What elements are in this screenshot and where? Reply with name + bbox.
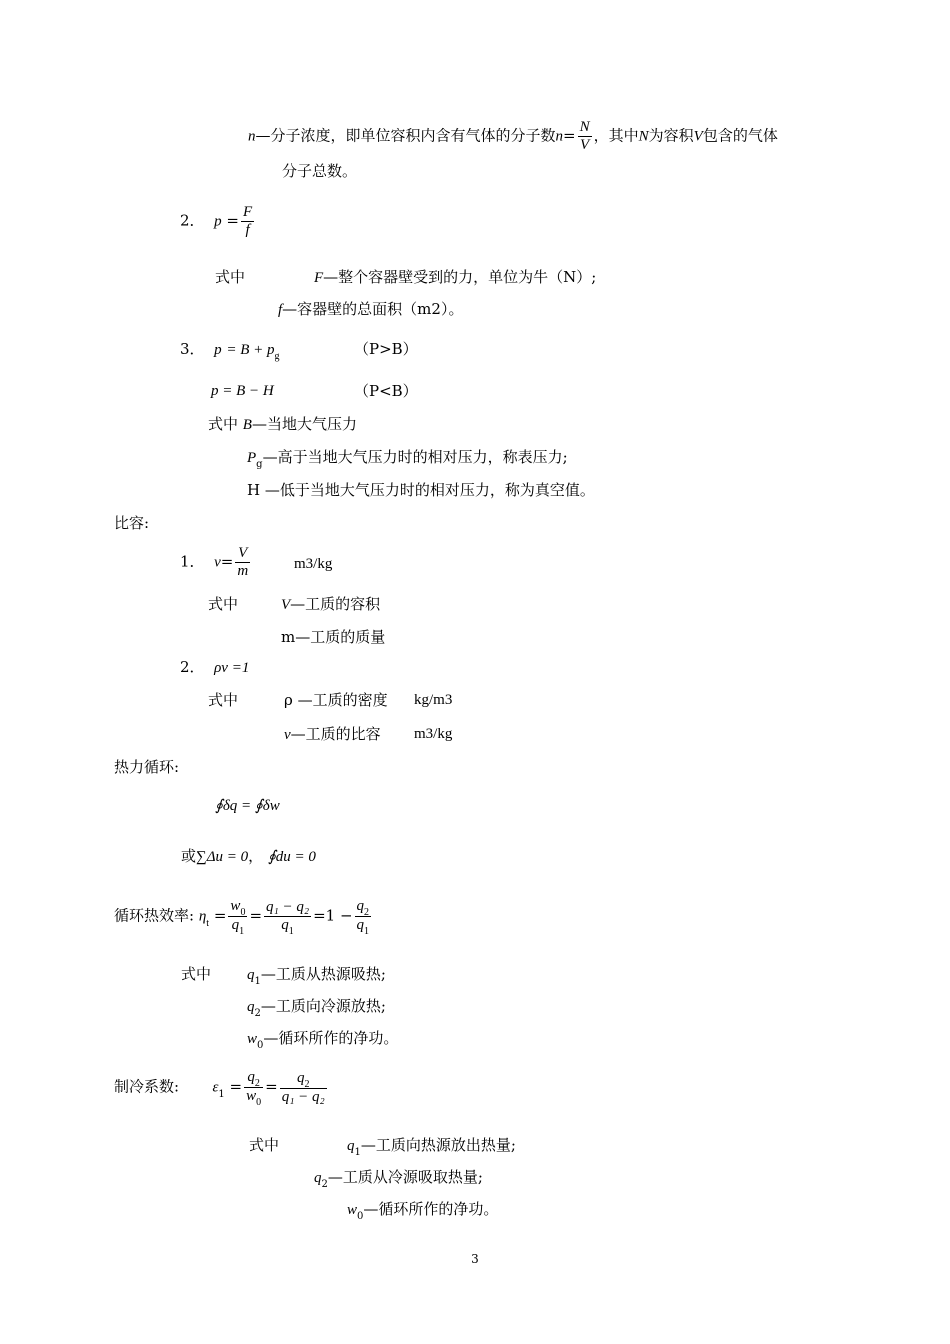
cycle-heading: 热力循环:: [114, 758, 180, 776]
V-symbol: V: [693, 128, 703, 145]
eff-n1-sub: 0: [240, 907, 246, 918]
f-symbol: f: [278, 302, 283, 318]
eff-d1: q: [231, 917, 240, 933]
specific-volume-formula-2: [180, 658, 249, 677]
eff-n3-sub: 2: [364, 907, 370, 918]
n-definition: n—分子浓度，即单位容积内含有气体的分子数n= $\frac{N}{V}$ ，其中N为容积V包含的气体: [248, 119, 778, 153]
Pg-symbol: P: [247, 450, 257, 466]
sv-f2-eq: ρv =1: [214, 660, 250, 676]
f2-denominator: f: [245, 222, 250, 238]
eff-frac2-den: [264, 917, 311, 935]
cop-w0-sub: 0: [357, 1211, 364, 1222]
B-definition: [208, 415, 357, 434]
cop-formula: 制冷系数: $\varepsilon_1$ = $\frac{q_2}{w_0}$ = $\frac{q_2}{\text{q₁ − q₂}}$: [114, 1069, 325, 1108]
cop-shizhong: 式中: [249, 1136, 280, 1154]
eff-fraction-2: [264, 899, 311, 935]
V-definition: [281, 595, 380, 614]
eff-d3-sub: 1: [364, 926, 370, 937]
cop-label: 制冷系数:: [114, 1077, 180, 1096]
rho-definition: ρ —工质的密度: [284, 691, 388, 709]
V-def-symbol: V: [281, 597, 291, 613]
f2-lhs: p: [214, 213, 222, 230]
eff-w0: w: [247, 1031, 258, 1047]
v-definition: [284, 725, 381, 744]
cop-d1-sub: 0: [256, 1097, 262, 1108]
eff-frac1-den: [228, 917, 247, 935]
f2-index: 2．: [180, 211, 205, 230]
cycle-equation-2: [181, 847, 316, 866]
Pg-sub: g: [256, 459, 263, 470]
cop-q2-sub: 2: [321, 1179, 328, 1190]
eff-d1-sub: 1: [239, 926, 245, 937]
eff-frac1-num: [228, 898, 247, 917]
n-definition-cont: 分子总数。: [282, 162, 358, 180]
n-end: 包含的气体: [702, 126, 778, 145]
eps-sub: 1: [218, 1088, 225, 1100]
eff-w0-definition: [247, 1029, 398, 1050]
F-text: —整个容器壁受到的力，单位为牛（N）;: [323, 268, 597, 286]
eff-q2-text: —工质向冷源放热;: [260, 997, 386, 1015]
cycle-eq2a: ∑Δu = 0: [196, 849, 249, 865]
pressure-formula-3a: [180, 340, 280, 361]
f2-shizhong: 式中: [215, 268, 246, 286]
Pg-text: —高于当地大气压力时的相对压力，称表压力;: [262, 448, 568, 466]
f2-fraction: [241, 204, 254, 239]
eff-q1: q: [247, 967, 255, 983]
eff-q1-text: —工质从热源吸热;: [260, 965, 386, 983]
n-text: —分子浓度，即单位容积内含有气体的分子数: [255, 126, 556, 145]
sv-f2-index: 2．: [180, 658, 205, 676]
sv-f1-denominator: m: [237, 563, 249, 579]
Pg-definition: [247, 448, 568, 469]
eff-q1-definition: [247, 965, 386, 986]
eff-w0-text: —循环所作的净功。: [263, 1029, 399, 1047]
cycle-sep: ，: [248, 847, 264, 865]
rho-unit: kg/m3: [414, 692, 453, 708]
specific-volume-heading: 比容:: [114, 514, 150, 532]
cycle-or: 或: [181, 847, 197, 865]
V-text: —工质的容积: [290, 595, 381, 613]
efficiency-label: 循环热效率:: [114, 906, 195, 925]
eff-frac3-num: [355, 898, 372, 917]
n-mid2: 为容积: [648, 126, 694, 145]
cop-q1-text: —工质向热源放出热量;: [360, 1136, 516, 1154]
cop-q2: q: [314, 1170, 322, 1186]
cop-frac1-num: [244, 1069, 263, 1088]
eff-w0-sub: 0: [257, 1040, 264, 1051]
eff-n1: w: [230, 898, 241, 914]
eta-symbol: η: [198, 908, 207, 925]
f3-rhs: = B + p: [226, 342, 275, 358]
n-lhs: n: [555, 128, 564, 145]
v-symbol: v: [284, 727, 291, 743]
eff-fraction-1: [228, 898, 247, 935]
f-definition: [278, 300, 463, 319]
cop-fraction-1: [244, 1069, 263, 1106]
sv-f1-shizhong: 式中: [208, 595, 239, 613]
cycle-eq2b: ∮du = 0: [267, 849, 316, 865]
N-symbol: N: [638, 128, 649, 145]
n-numerator: N: [579, 119, 590, 135]
eff-n3: q: [356, 898, 365, 914]
cop-n2-sub: 2: [304, 1078, 310, 1090]
n-symbol: n: [248, 128, 256, 145]
f2-eq: =: [226, 211, 239, 230]
cop-d1: w: [246, 1088, 257, 1104]
f3-lhs: p: [214, 342, 222, 358]
f3-shizhong: 式中: [208, 415, 239, 433]
sv-f1-numerator: V: [235, 545, 250, 563]
page-number: 3: [471, 1252, 479, 1266]
sv-f1-lhs: v: [214, 554, 221, 571]
F-definition: [314, 268, 596, 287]
eff-q2: q: [247, 999, 255, 1015]
f3-index: 3．: [180, 340, 205, 358]
eff-q1-sub: 1: [254, 976, 261, 987]
B-symbol: B: [242, 417, 252, 433]
cop-q1: q: [347, 1138, 355, 1154]
f3-cond1: （P>B）: [354, 340, 418, 358]
n-denominator: V: [580, 137, 590, 153]
specific-volume-formula-1: 1． v= $\frac{V}{m}$: [180, 545, 249, 579]
n-mid: ，其中: [593, 126, 639, 145]
eff-one-minus: =1 −: [313, 906, 353, 925]
cop-q1-definition: [347, 1136, 516, 1157]
f3-sub: g: [274, 351, 280, 362]
cop-q2-definition: [314, 1168, 483, 1189]
eff-n2: q₁ − q₂: [266, 898, 310, 915]
sv-f2-shizhong: 式中: [208, 691, 239, 709]
eff-q2-sub: 2: [254, 1008, 261, 1019]
eta-sub: t: [206, 917, 210, 929]
v-unit: m3/kg: [414, 726, 453, 742]
n-fraction: [578, 119, 592, 154]
v-text: —工质的比容: [290, 725, 381, 743]
eff-d2: q: [281, 916, 289, 933]
sv-f1-fraction: [235, 545, 250, 580]
eps-symbol: ε: [212, 1079, 219, 1096]
m-definition: m—工质的质量: [281, 628, 386, 646]
cycle-equation-1: ∮δq = ∮δw: [215, 798, 280, 814]
f-text: —容器壁的总面积（m2）。: [282, 300, 464, 318]
eff-d3: q: [356, 917, 365, 933]
pressure-formula-3b: p = B − H: [211, 383, 274, 399]
cop-w0: w: [347, 1202, 358, 1218]
cop-n1: q: [247, 1069, 255, 1085]
f3-cond2: （P<B）: [354, 382, 418, 400]
eff-shizhong: 式中: [181, 965, 212, 983]
cop-fraction-2: [280, 1070, 327, 1106]
cop-w0-text: —循环所作的净功。: [363, 1200, 499, 1218]
pressure-formula-2: [180, 204, 256, 239]
cop-w0-definition: [347, 1200, 498, 1221]
cop-q2-text: —工质从冷源吸取热量;: [327, 1168, 483, 1186]
eff-frac3-den: [355, 917, 372, 935]
cop-n1-sub: 2: [254, 1078, 260, 1089]
cop-n2: q: [296, 1069, 305, 1086]
cop-frac2-num: [280, 1070, 327, 1089]
sv-f1-unit: m3/kg: [294, 556, 333, 572]
H-definition: H —低于当地大气压力时的相对压力，称为真空值。: [247, 481, 595, 499]
B-text: —当地大气压力: [251, 415, 357, 433]
efficiency-formula: 循环热效率: $\eta_t$ = $\frac{w_0}{q_1}$ = $\frac{\text{q₁ − q₂}}{q_1}$ =1 − $\frac{q_2}{q_1}$: [114, 898, 370, 937]
eff-d2-sub: 1: [288, 925, 294, 937]
f2-numerator: F: [242, 204, 253, 220]
cop-q1-sub: 1: [354, 1147, 361, 1158]
sv-f1-index: 1．: [180, 552, 205, 571]
eff-q2-definition: [247, 997, 386, 1018]
eff-fraction-3: [355, 898, 372, 935]
cop-frac1-den: [244, 1088, 263, 1106]
cop-d2: q₁ − q₂: [281, 1088, 325, 1105]
F-symbol: F: [314, 270, 324, 286]
